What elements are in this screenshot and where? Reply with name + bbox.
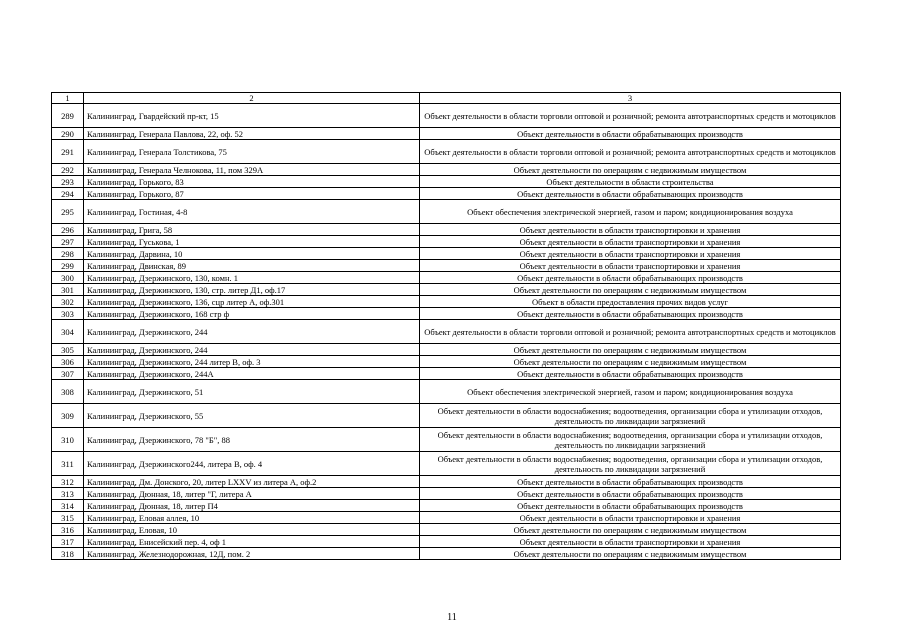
- table-row: [52, 380, 841, 404]
- table-row: [52, 368, 841, 380]
- row-number: 301: [52, 284, 84, 296]
- table-row: [52, 260, 841, 272]
- row-activity: Объект деятельности по операциям с недвижимым имуществом: [420, 284, 841, 296]
- row-activity: Объект деятельности в области торговли оптовой и розничной; ремонта автотранспортных средств и мотоциклов: [420, 140, 841, 164]
- table-row: [52, 308, 841, 320]
- row-number: 303: [52, 308, 84, 320]
- table-row: [52, 344, 841, 356]
- row-address: Калининград, Горького, 87: [84, 188, 420, 200]
- row-activity: Объект деятельности в области обрабатывающих производств: [420, 476, 841, 488]
- row-activity: Объект деятельности в области обрабатывающих производств: [420, 308, 841, 320]
- row-address: Калининград, Дзержинского, 130, комн. 1: [84, 272, 420, 284]
- row-number: 308: [52, 380, 84, 404]
- table-row: [52, 512, 841, 524]
- row-activity: Объект деятельности в области обрабатывающих производств: [420, 500, 841, 512]
- table-row: [52, 320, 841, 344]
- row-address: Калининград, Дзержинского, 130, стр. литер Д1, оф.17: [84, 284, 420, 296]
- table-row: [52, 176, 841, 188]
- row-number: 290: [52, 128, 84, 140]
- row-address: Калининград, Генерала Павлова, 22, оф. 52: [84, 128, 420, 140]
- row-address: Калининград, Генерала Челнокова, 11, пом 329А: [84, 164, 420, 176]
- row-address: Калининград, Дзержинского, 168 стр ф: [84, 308, 420, 320]
- row-address: Калининград, Двинская, 89: [84, 260, 420, 272]
- objects-table: [51, 92, 841, 560]
- page-number: 11: [447, 612, 457, 623]
- row-number: 289: [52, 104, 84, 128]
- row-number: 297: [52, 236, 84, 248]
- row-number: 293: [52, 176, 84, 188]
- table-row: [52, 128, 841, 140]
- row-address: Калининград, Дюнная, 18, литер П4: [84, 500, 420, 512]
- row-activity: Объект деятельности в области водоснабжения; водоотведения, организации сбора и утилизации отходов, деятельность по ликвидации загрязнений: [420, 428, 841, 452]
- row-activity: Объект деятельности по операциям с недвижимым имуществом: [420, 548, 841, 560]
- row-number: 300: [52, 272, 84, 284]
- row-activity: Объект деятельности в области обрабатывающих производств: [420, 368, 841, 380]
- row-activity: Объект обеспечения электрической энергией, газом и паром; кондиционирования воздуха: [420, 200, 841, 224]
- row-address: Калининград, Енисейский пер. 4, оф 1: [84, 536, 420, 548]
- header-row: [52, 93, 841, 104]
- table-row: [52, 188, 841, 200]
- table-row: [52, 284, 841, 296]
- row-number: 311: [52, 452, 84, 476]
- row-activity: Объект деятельности в области торговли оптовой и розничной; ремонта автотранспортных средств и мотоциклов: [420, 320, 841, 344]
- row-number: 305: [52, 344, 84, 356]
- row-number: 299: [52, 260, 84, 272]
- row-address: Калининград, Дзержинского, 136, сцр литер А, оф.301: [84, 296, 420, 308]
- row-number: 309: [52, 404, 84, 428]
- row-activity: Объект деятельности в области водоснабжения; водоотведения, организации сбора и утилизации отходов, деятельность по ликвидации загрязнений: [420, 404, 841, 428]
- row-address: Калининград, Генерала Толстикова, 75: [84, 140, 420, 164]
- row-number: 315: [52, 512, 84, 524]
- row-activity: Объект обеспечения электрической энергией, газом и паром; кондиционирования воздуха: [420, 380, 841, 404]
- row-address: Калининград, Дзержинского244, литера В, оф. 4: [84, 452, 420, 476]
- row-number: 298: [52, 248, 84, 260]
- row-number: 310: [52, 428, 84, 452]
- table-row: [52, 524, 841, 536]
- table-row: [52, 272, 841, 284]
- header-col-1: 1: [52, 93, 84, 104]
- row-address: Калининград, Дзержинского, 55: [84, 404, 420, 428]
- row-number: 296: [52, 224, 84, 236]
- row-number: 291: [52, 140, 84, 164]
- row-number: 316: [52, 524, 84, 536]
- table-row: [52, 488, 841, 500]
- row-activity: Объект деятельности в области транспортировки и хранения: [420, 248, 841, 260]
- header-col-2: 2: [84, 93, 420, 104]
- row-activity: Объект деятельности в области обрабатывающих производств: [420, 488, 841, 500]
- row-number: 318: [52, 548, 84, 560]
- table-row: [52, 356, 841, 368]
- row-address: Калининград, Дарвина, 10: [84, 248, 420, 260]
- row-address: Калининград, Дзержинского, 244: [84, 320, 420, 344]
- table-row: [52, 296, 841, 308]
- table-row: [52, 248, 841, 260]
- table-row: [52, 500, 841, 512]
- row-address: Калининград, Дзержинского, 244А: [84, 368, 420, 380]
- row-address: Калининград, Гостиная, 4-8: [84, 200, 420, 224]
- table-row: [52, 428, 841, 452]
- row-activity: Объект деятельности в области транспортировки и хранения: [420, 224, 841, 236]
- table-row: [52, 476, 841, 488]
- row-address: Калининград, Горького, 83: [84, 176, 420, 188]
- row-address: Калининград, Гуськова, 1: [84, 236, 420, 248]
- row-number: 312: [52, 476, 84, 488]
- row-address: Калининград, Дзержинского, 244: [84, 344, 420, 356]
- row-activity: Объект деятельности в области строительства: [420, 176, 841, 188]
- row-address: Калининград, Дзержинского, 51: [84, 380, 420, 404]
- row-address: Калининград, Дзержинского, 244 литер В, оф. 3: [84, 356, 420, 368]
- row-activity: Объект деятельности в области транспортировки и хранения: [420, 260, 841, 272]
- table-row: [52, 452, 841, 476]
- table-row: [52, 224, 841, 236]
- row-address: Калининград, Гвардейский пр-кт, 15: [84, 104, 420, 128]
- row-number: 294: [52, 188, 84, 200]
- row-activity: Объект деятельности в области транспортировки и хранения: [420, 236, 841, 248]
- row-address: Калининград, Еловая, 10: [84, 524, 420, 536]
- table-row: [52, 536, 841, 548]
- row-activity: Объект деятельности в области водоснабжения; водоотведения, организации сбора и утилизации отходов, деятельность по ликвидации загрязнений: [420, 452, 841, 476]
- row-number: 304: [52, 320, 84, 344]
- row-number: 292: [52, 164, 84, 176]
- row-number: 317: [52, 536, 84, 548]
- row-number: 307: [52, 368, 84, 380]
- table-row: [52, 200, 841, 224]
- header-col-3: 3: [420, 93, 841, 104]
- row-activity: Объект деятельности в области транспортировки и хранения: [420, 512, 841, 524]
- row-activity: Объект деятельности в области обрабатывающих производств: [420, 128, 841, 140]
- row-address: Калининград, Еловая аллея, 10: [84, 512, 420, 524]
- row-activity: Объект деятельности по операциям с недвижимым имуществом: [420, 164, 841, 176]
- row-address: Калининград, Железнодорожная, 12Д, пом. 2: [84, 548, 420, 560]
- row-number: 295: [52, 200, 84, 224]
- row-activity: Объект деятельности в области обрабатывающих производств: [420, 188, 841, 200]
- row-activity: Объект деятельности по операциям с недвижимым имуществом: [420, 356, 841, 368]
- table-row: [52, 140, 841, 164]
- row-number: 314: [52, 500, 84, 512]
- row-activity: Объект деятельности в области обрабатывающих производств: [420, 272, 841, 284]
- row-number: 313: [52, 488, 84, 500]
- table-row: [52, 164, 841, 176]
- row-activity: Объект деятельности по операциям с недвижимым имуществом: [420, 344, 841, 356]
- row-activity: Объект деятельности в области торговли оптовой и розничной; ремонта автотранспортных средств и мотоциклов: [420, 104, 841, 128]
- row-number: 302: [52, 296, 84, 308]
- table-row: [52, 404, 841, 428]
- row-address: Калининград, Дм. Донского, 20, литер LXXV из литера А, оф.2: [84, 476, 420, 488]
- row-activity: Объект в области предоставления прочих видов услуг: [420, 296, 841, 308]
- row-address: Калининград, Грига, 58: [84, 224, 420, 236]
- table-row: [52, 236, 841, 248]
- row-activity: Объект деятельности в области транспортировки и хранения: [420, 536, 841, 548]
- row-number: 306: [52, 356, 84, 368]
- table-row: [52, 104, 841, 128]
- table-row: [52, 548, 841, 560]
- row-address: Калининград, Дзержинского, 78 "Б", 88: [84, 428, 420, 452]
- row-activity: Объект деятельности по операциям с недвижимым имуществом: [420, 524, 841, 536]
- row-address: Калининград, Дюнная, 18, литер "Г, литера А: [84, 488, 420, 500]
